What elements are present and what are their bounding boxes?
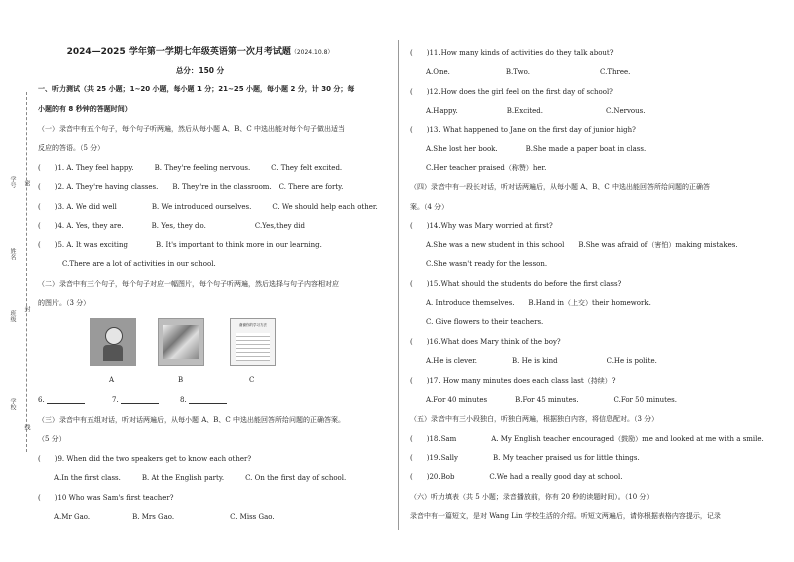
- part5-instruction: （五）录音中有三小段独白，听独白两遍，根据独白内容，将信息配对。（3 分）: [410, 415, 659, 423]
- part1-instruction: （一）录音中有五个句子，每个句子听两遍，然后从每小题 A、B、C 中选出能对每个句子做出适当: [38, 125, 346, 133]
- picture-c: [230, 318, 276, 366]
- question-19: ( )19.Sally B. My teacher praised us for little things.: [410, 454, 640, 462]
- question-5: ( )5. A. It was exciting B. It's important to think more in our learning.: [38, 241, 322, 249]
- part6-description: 录音中有一篇短文，是对 Wang Lin 学校生活的介绍。听短文两遍后，请你根据表格内容提示，记录: [410, 512, 721, 520]
- question-4: ( )4. A. Yes, they are. B. Yes, they do. C.Yes,they did: [38, 222, 305, 230]
- question-3: ( )3. A. We did well B. We introduced ourselves. C. We should help each other.: [38, 203, 378, 211]
- blank-7-line[interactable]: [121, 397, 159, 404]
- blank-7-label: 7.: [112, 396, 119, 404]
- part4-instruction-cont: 案。（4 分）: [410, 203, 449, 211]
- question-15: ( )15.What should the students do before the first class?: [410, 280, 622, 288]
- question-16-options: A.He is clever. B. He is kind C.He is polite.: [426, 357, 657, 365]
- section1-heading-cont: 小题的有 8 秒钟的答题时间）: [38, 105, 132, 113]
- seal-char-feng: 封: [23, 306, 30, 312]
- part2-instruction-cont: 的图片。（3 分）: [38, 299, 91, 307]
- blank-6-line[interactable]: [47, 397, 85, 404]
- answer-blank-8[interactable]: [180, 396, 227, 404]
- book-title: 谢谢你的学习方法: [239, 323, 267, 327]
- part1-instruction-cont: 反应的答语。（5 分）: [38, 144, 105, 152]
- picture-label-b: B: [178, 376, 184, 384]
- question-10: ( )10 Who was Sam's first teacher?: [38, 494, 174, 502]
- girl-face-icon: [105, 327, 123, 345]
- question-12: ( )12.How does the girl feel on the first day of school?: [410, 88, 613, 96]
- picture-a: [90, 318, 136, 366]
- question-14-option-c: C.She wasn't ready for the lesson.: [426, 260, 548, 268]
- label-school: 学校: [9, 398, 16, 410]
- question-13: ( )13. What happened to Jane on the first day of junior high?: [410, 126, 636, 134]
- title-date: （2024.10.8）: [290, 49, 334, 56]
- picture-label-c: C: [249, 376, 255, 384]
- question-13-option-c: C.Her teacher praised（称赞）her.: [426, 164, 547, 172]
- road-image: [163, 325, 199, 359]
- binding-margin: [0, 0, 36, 562]
- blank-6-label: 6.: [38, 396, 45, 404]
- question-11: ( )11.How many kinds of activities do they talk about?: [410, 49, 614, 57]
- question-11-options: A.One. B.Two. C.Three.: [426, 68, 631, 76]
- question-18: ( )18.Sam A. My English teacher encouraged（鼓励）me and looked at me with a smile.: [410, 435, 764, 443]
- question-12-options: A.Happy. B.Excited. C.Nervous.: [426, 107, 646, 115]
- question-9: ( )9. When did the two speakers get to know each other?: [38, 455, 252, 463]
- question-16: ( )16.What does Mary think of the boy?: [410, 338, 561, 346]
- question-9-options: A.In the first class. B. At the English party. C. On the first day of school.: [54, 474, 347, 482]
- blank-8-label: 8.: [180, 396, 187, 404]
- picture-label-a: A: [109, 376, 115, 384]
- label-name: 姓名: [9, 248, 16, 260]
- page-title: [30, 44, 370, 57]
- girl-body-icon: [103, 345, 123, 361]
- title-text: 2024—2025 学年第一学期七年级英语第一次月考试题: [66, 47, 291, 57]
- book-page-image: [236, 333, 270, 361]
- question-17-options: A.For 40 minutes B.For 45 minutes. C.For 50 minutes.: [426, 396, 677, 404]
- seal-char-mi: 密: [23, 180, 30, 186]
- question-5-option-c: C.There are a lot of activities in our school.: [62, 260, 216, 268]
- label-class: 班级: [9, 310, 16, 322]
- question-10-options: A.Mr Gao. B. Mrs Gao. C. Miss Gao.: [54, 513, 275, 521]
- picture-b: [158, 318, 204, 366]
- question-13-option-ab: A.She lost her book. B.She made a paper boat in class.: [426, 145, 647, 153]
- question-17: ( )17. How many minutes does each class last（持续）?: [410, 377, 616, 385]
- question-15-option-c: C. Give flowers to their teachers.: [426, 318, 544, 326]
- part4-instruction: （四）录音中有一段长对话，听对话两遍后，从每小题 A、B、C 中选出能回答所给问题的正确答: [410, 183, 711, 191]
- label-student-id: 学号: [9, 176, 16, 188]
- seal-char-xian: 线: [23, 424, 30, 430]
- answer-blank-7[interactable]: [112, 396, 159, 404]
- answer-blank-6[interactable]: [38, 396, 85, 404]
- total-score: 总分：150 分: [175, 66, 225, 75]
- part3-instruction-cont: （5 分）: [38, 435, 66, 443]
- part3-instruction: （三）录音中有五组对话，听对话两遍后，从每小题 A、B、C 中选出能回答所给问题的正确答案。: [38, 416, 346, 424]
- part2-instruction: （二）录音中有三个句子，每个句子对应一幅图片，每个句子听两遍，然后选择与句子内容相对应: [38, 280, 339, 288]
- part6-instruction: （六）听力填表（共 5 小题；录音播放前，你有 20 秒的读题时间）。（10 分）: [410, 493, 654, 501]
- question-20: ( )20.Bob C.We had a really good day at school.: [410, 473, 623, 481]
- column-divider: [398, 40, 399, 530]
- blank-8-line[interactable]: [189, 397, 227, 404]
- question-15-option-ab: A. Introduce themselves. B.Hand in（上交）their homework.: [426, 299, 651, 307]
- section1-heading: 一、听力测试（共 25 小题；1~20 小题，每小题 1 分；21~25 小题，每小题 2 分，计 30 分；每: [38, 85, 355, 93]
- seal-line: [26, 92, 27, 452]
- question-14-option-ab: A.She was a new student in this school B.She was afraid of（害怕）making mistakes.: [426, 241, 738, 249]
- question-1: ( )1. A. They feel happy. B. They're feeling nervous. C. They felt excited.: [38, 164, 343, 172]
- question-2: ( )2. A. They're having classes. B. They're in the classroom. C. There are forty.: [38, 183, 344, 191]
- question-14: ( )14.Why was Mary worried at first?: [410, 222, 553, 230]
